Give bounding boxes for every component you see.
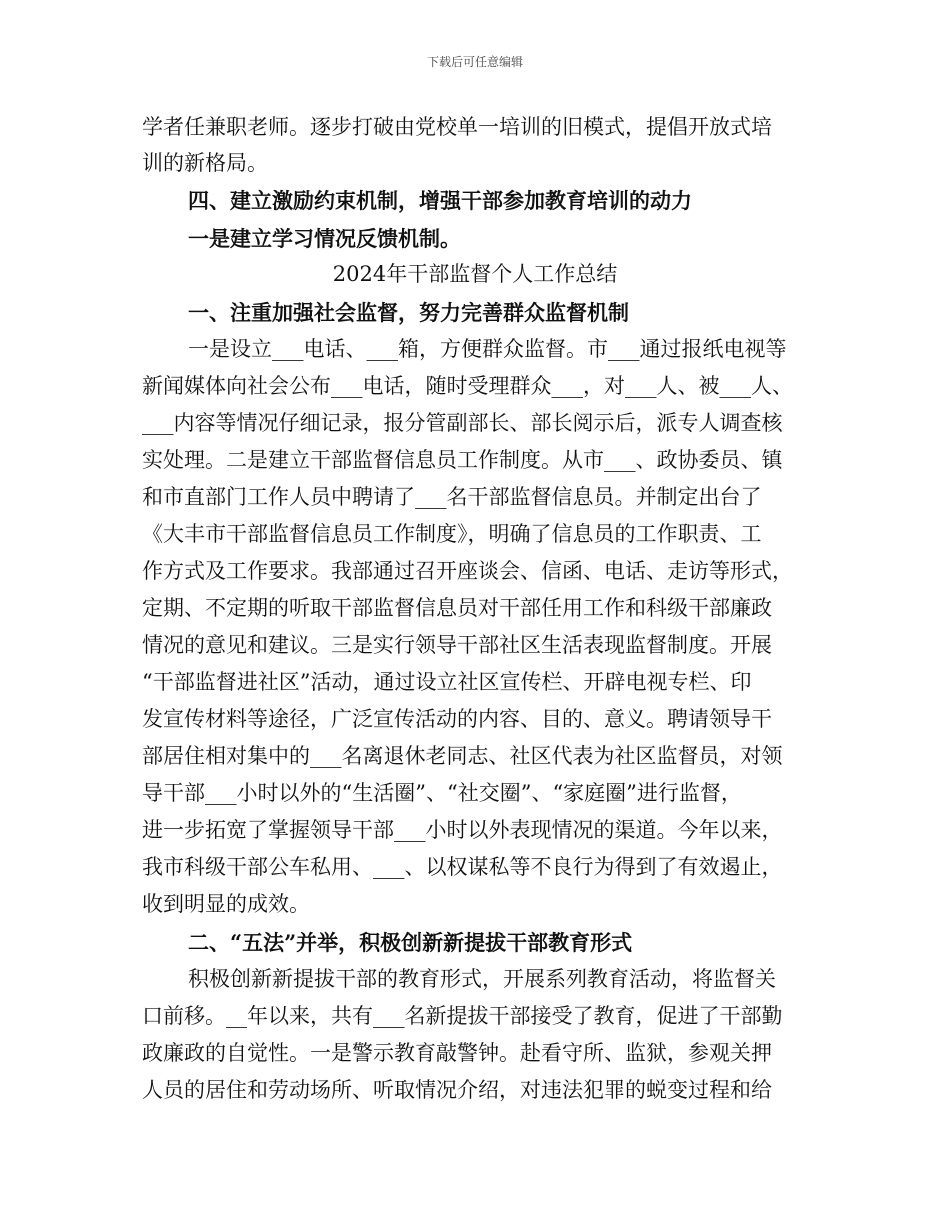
subsection-heading: 一是建立学习情况反馈机制。	[188, 226, 461, 251]
body-line: “干部监督进社区”活动，通过设立社区宣传栏、开辟电视专栏、印	[142, 670, 752, 694]
body-line: 学者任兼职老师。逐步打破由党校单一培训的旧模式，提倡开放式培	[142, 115, 772, 139]
body-line: 一是设立___电话、___箱，方便群众监督。市___通过报纸电视等	[188, 337, 787, 361]
body-line: 《大丰市干部监督信息员工作制度》，明确了信息员的工作职责、工	[142, 522, 762, 546]
body-line: 积极创新新提拔干部的教育形式，开展系列教育活动，将监督关	[188, 967, 776, 991]
body-line: 情况的意见和建议。三是实行领导干部社区生活表现监督制度。开展	[142, 633, 772, 657]
body-line: 训的新格局。	[142, 151, 268, 175]
body-line: 政廉政的自觉性。一是警示教育敲警钟。赴看守所、监狱，参观关押	[142, 1041, 772, 1065]
body-line: 新闻媒体向社会公布___电话，随时受理群众___，对___人、被___人、	[142, 374, 793, 398]
document-title: 2024年干部监督个人工作总结	[332, 262, 618, 286]
section-heading: 四、建立激励约束机制，增强干部参加教育培训的动力	[188, 188, 692, 213]
section-heading: 一、注重加强社会监督，努力完善群众监督机制	[188, 300, 629, 325]
section-heading: 二、“五法”并举，积极创新新提拔干部教育形式	[188, 930, 633, 955]
body-line: 发宣传材料等途径，广泛宣传活动的内容、目的、意义。聘请领导干	[142, 707, 772, 731]
body-line: 口前移。__年以来，共有___名新提拔干部接受了教育，促进了干部勤	[142, 1004, 783, 1028]
body-line: 作方式及工作要求。我部通过召开座谈会、信函、电话、走访等形式，	[142, 559, 793, 583]
page-header: 下载后可任意编辑	[426, 55, 523, 69]
body-line: 人员的居住和劳动场所、听取情况介绍，对违法犯罪的蜕变过程和给	[142, 1078, 772, 1102]
body-line: 导干部___小时以外的“生活圈”、“社交圈”、“家庭圈”进行监督，	[142, 781, 742, 805]
body-line: 定期、不定期的听取干部监督信息员对干部任用工作和科级干部廉政	[142, 596, 772, 620]
body-line: ___内容等情况仔细记录，报分管副部长、部长阅示后，派专人调查核	[142, 411, 783, 435]
body-line: 收到明显的成效。	[142, 892, 310, 916]
body-line: 和市直部门工作人员中聘请了___名干部监督信息员。并制定出台了	[142, 485, 762, 509]
body-line: 我市科级干部公车私用、___、以权谋私等不良行为得到了有效遏止，	[142, 855, 783, 879]
body-line: 部居住相对集中的___名离退休老同志、社区代表为社区监督员，对领	[142, 744, 783, 768]
body-line: 实处理。二是建立干部监督信息员工作制度。从市___、政协委员、镇	[142, 448, 783, 472]
body-line: 进一步拓宽了掌握领导干部___小时以外表现情况的渠道。今年以来，	[142, 818, 783, 842]
